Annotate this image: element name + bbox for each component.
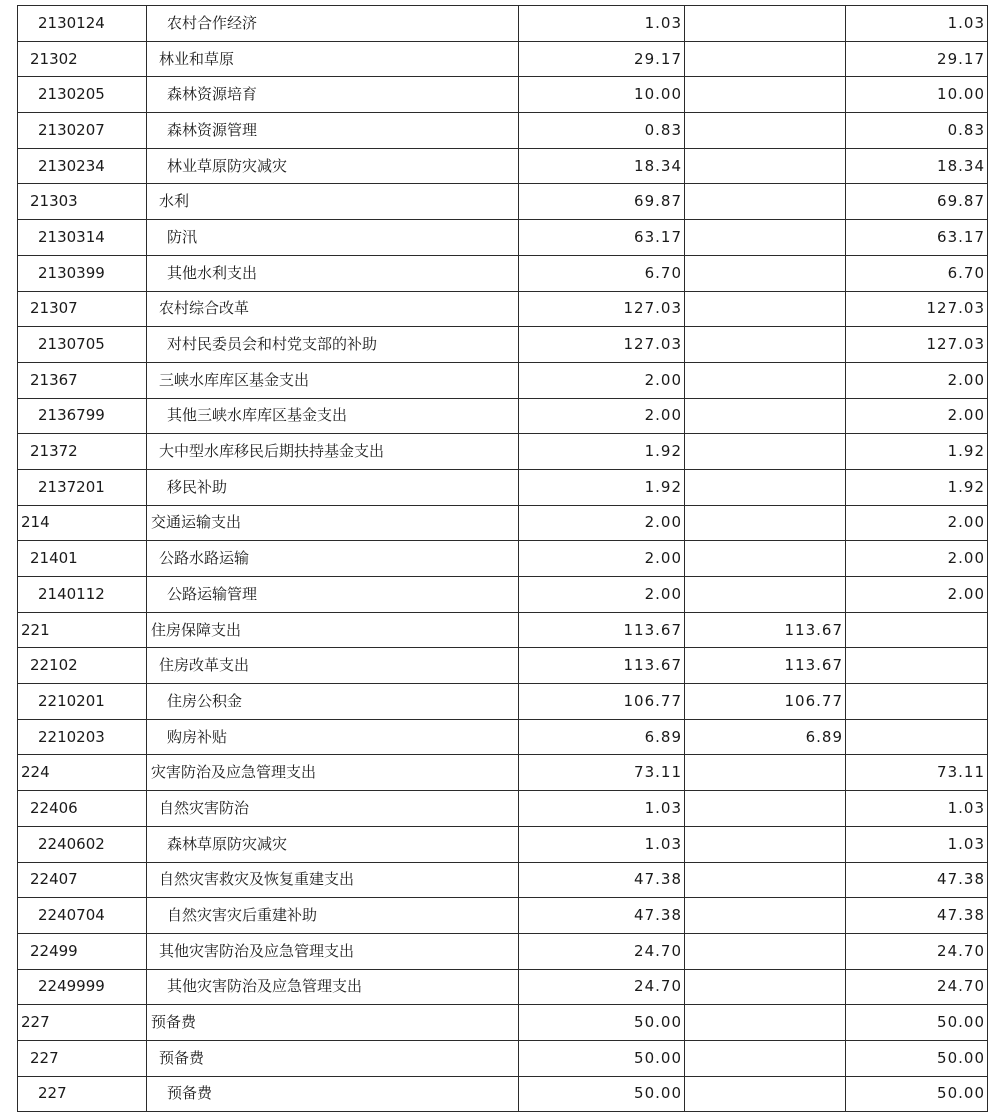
subject-code-cell: 221 xyxy=(18,612,147,648)
total-cell: 29.17 xyxy=(519,41,685,77)
project-expenditure-cell: 2.00 xyxy=(846,398,988,434)
table-row xyxy=(18,648,988,684)
project-expenditure-cell xyxy=(846,648,988,684)
project-expenditure-cell: 24.70 xyxy=(846,969,988,1005)
table-row xyxy=(18,6,988,42)
total-cell: 24.70 xyxy=(519,933,685,969)
total-cell: 1.03 xyxy=(519,826,685,862)
subject-code-cell: 2130705 xyxy=(18,327,147,363)
subject-code-cell: 224 xyxy=(18,755,147,791)
total-cell: 6.70 xyxy=(519,255,685,291)
total-cell: 1.92 xyxy=(519,469,685,505)
basic-expenditure-cell xyxy=(685,469,846,505)
expenditure-table-body xyxy=(18,6,988,1112)
subject-code-cell: 227 xyxy=(18,1076,147,1112)
subject-code-cell: 21302 xyxy=(18,41,147,77)
total-cell: 2.00 xyxy=(519,577,685,613)
basic-expenditure-cell: 6.89 xyxy=(685,719,846,755)
table-row xyxy=(18,791,988,827)
project-expenditure-cell: 73.11 xyxy=(846,755,988,791)
subject-name-cell: 大中型水库移民后期扶持基金支出 xyxy=(147,434,519,470)
table-row xyxy=(18,719,988,755)
table-row xyxy=(18,434,988,470)
total-cell: 2.00 xyxy=(519,398,685,434)
table-row xyxy=(18,1005,988,1041)
table-row xyxy=(18,1076,988,1112)
project-expenditure-cell: 18.34 xyxy=(846,148,988,184)
total-cell: 18.34 xyxy=(519,148,685,184)
project-expenditure-cell xyxy=(846,612,988,648)
basic-expenditure-cell xyxy=(685,933,846,969)
project-expenditure-cell: 2.00 xyxy=(846,577,988,613)
subject-name-cell: 移民补助 xyxy=(147,469,519,505)
subject-code-cell: 214 xyxy=(18,505,147,541)
subject-code-cell: 227 xyxy=(18,1040,147,1076)
project-expenditure-cell: 1.92 xyxy=(846,434,988,470)
subject-code-cell: 21367 xyxy=(18,362,147,398)
basic-expenditure-cell xyxy=(685,826,846,862)
subject-name-cell: 森林资源培育 xyxy=(147,77,519,113)
basic-expenditure-cell: 106.77 xyxy=(685,684,846,720)
project-expenditure-cell: 50.00 xyxy=(846,1040,988,1076)
project-expenditure-cell: 1.03 xyxy=(846,6,988,42)
project-expenditure-cell: 127.03 xyxy=(846,327,988,363)
basic-expenditure-cell xyxy=(685,398,846,434)
subject-code-cell: 2130234 xyxy=(18,148,147,184)
subject-code-cell: 2210201 xyxy=(18,684,147,720)
table-row xyxy=(18,362,988,398)
table-row xyxy=(18,826,988,862)
subject-name-cell: 交通运输支出 xyxy=(147,505,519,541)
subject-code-cell: 2130314 xyxy=(18,220,147,256)
basic-expenditure-cell xyxy=(685,541,846,577)
table-row xyxy=(18,220,988,256)
table-row xyxy=(18,969,988,1005)
basic-expenditure-cell xyxy=(685,77,846,113)
subject-code-cell: 2249999 xyxy=(18,969,147,1005)
subject-name-cell: 其他灾害防治及应急管理支出 xyxy=(147,933,519,969)
project-expenditure-cell: 50.00 xyxy=(846,1076,988,1112)
subject-name-cell: 森林草原防灾减灾 xyxy=(147,826,519,862)
subject-name-cell: 林业草原防灾减灾 xyxy=(147,148,519,184)
table-row xyxy=(18,398,988,434)
basic-expenditure-cell xyxy=(685,791,846,827)
table-row xyxy=(18,77,988,113)
basic-expenditure-cell xyxy=(685,1040,846,1076)
project-expenditure-cell: 47.38 xyxy=(846,898,988,934)
project-expenditure-cell: 63.17 xyxy=(846,220,988,256)
total-cell: 6.89 xyxy=(519,719,685,755)
table-row xyxy=(18,1040,988,1076)
total-cell: 113.67 xyxy=(519,612,685,648)
subject-name-cell: 其他三峡水库库区基金支出 xyxy=(147,398,519,434)
subject-name-cell: 预备费 xyxy=(147,1076,519,1112)
table-row xyxy=(18,898,988,934)
basic-expenditure-cell xyxy=(685,755,846,791)
subject-name-cell: 自然灾害防治 xyxy=(147,791,519,827)
total-cell: 2.00 xyxy=(519,505,685,541)
subject-name-cell: 预备费 xyxy=(147,1040,519,1076)
subject-name-cell: 住房保障支出 xyxy=(147,612,519,648)
table-row xyxy=(18,933,988,969)
total-cell: 24.70 xyxy=(519,969,685,1005)
basic-expenditure-cell xyxy=(685,434,846,470)
table-row xyxy=(18,612,988,648)
project-expenditure-cell: 6.70 xyxy=(846,255,988,291)
subject-code-cell: 22499 xyxy=(18,933,147,969)
basic-expenditure-cell xyxy=(685,41,846,77)
basic-expenditure-cell xyxy=(685,220,846,256)
project-expenditure-cell: 1.92 xyxy=(846,469,988,505)
basic-expenditure-cell xyxy=(685,291,846,327)
subject-name-cell: 公路运输管理 xyxy=(147,577,519,613)
subject-code-cell: 21401 xyxy=(18,541,147,577)
subject-code-cell: 21307 xyxy=(18,291,147,327)
basic-expenditure-cell xyxy=(685,1005,846,1041)
basic-expenditure-cell xyxy=(685,1076,846,1112)
basic-expenditure-cell xyxy=(685,184,846,220)
basic-expenditure-cell: 113.67 xyxy=(685,648,846,684)
table-row xyxy=(18,148,988,184)
total-cell: 1.03 xyxy=(519,6,685,42)
total-cell: 2.00 xyxy=(519,362,685,398)
table-row xyxy=(18,41,988,77)
basic-expenditure-cell xyxy=(685,327,846,363)
table-row xyxy=(18,327,988,363)
total-cell: 127.03 xyxy=(519,327,685,363)
basic-expenditure-cell xyxy=(685,577,846,613)
subject-name-cell: 购房补贴 xyxy=(147,719,519,755)
subject-name-cell: 住房公积金 xyxy=(147,684,519,720)
subject-code-cell: 2240704 xyxy=(18,898,147,934)
subject-code-cell: 22406 xyxy=(18,791,147,827)
subject-name-cell: 灾害防治及应急管理支出 xyxy=(147,755,519,791)
project-expenditure-cell: 1.03 xyxy=(846,826,988,862)
subject-code-cell: 2136799 xyxy=(18,398,147,434)
total-cell: 63.17 xyxy=(519,220,685,256)
project-expenditure-cell: 10.00 xyxy=(846,77,988,113)
subject-code-cell: 2130205 xyxy=(18,77,147,113)
subject-code-cell: 22102 xyxy=(18,648,147,684)
total-cell: 73.11 xyxy=(519,755,685,791)
table-row xyxy=(18,184,988,220)
table-row xyxy=(18,755,988,791)
basic-expenditure-cell xyxy=(685,898,846,934)
total-cell: 50.00 xyxy=(519,1040,685,1076)
total-cell: 0.83 xyxy=(519,113,685,149)
basic-expenditure-cell: 113.67 xyxy=(685,612,846,648)
subject-code-cell: 2130207 xyxy=(18,113,147,149)
subject-name-cell: 防汛 xyxy=(147,220,519,256)
table-row xyxy=(18,541,988,577)
total-cell: 69.87 xyxy=(519,184,685,220)
basic-expenditure-cell xyxy=(685,505,846,541)
basic-expenditure-cell xyxy=(685,362,846,398)
subject-name-cell: 预备费 xyxy=(147,1005,519,1041)
project-expenditure-cell: 1.03 xyxy=(846,791,988,827)
project-expenditure-cell: 24.70 xyxy=(846,933,988,969)
total-cell: 106.77 xyxy=(519,684,685,720)
project-expenditure-cell: 127.03 xyxy=(846,291,988,327)
table-row xyxy=(18,113,988,149)
basic-expenditure-cell xyxy=(685,113,846,149)
project-expenditure-cell: 50.00 xyxy=(846,1005,988,1041)
total-cell: 10.00 xyxy=(519,77,685,113)
total-cell: 50.00 xyxy=(519,1076,685,1112)
total-cell: 127.03 xyxy=(519,291,685,327)
table-row xyxy=(18,577,988,613)
subject-code-cell: 2210203 xyxy=(18,719,147,755)
subject-name-cell: 住房改革支出 xyxy=(147,648,519,684)
subject-name-cell: 公路水路运输 xyxy=(147,541,519,577)
project-expenditure-cell: 2.00 xyxy=(846,541,988,577)
project-expenditure-cell xyxy=(846,719,988,755)
project-expenditure-cell: 2.00 xyxy=(846,362,988,398)
subject-code-cell: 21372 xyxy=(18,434,147,470)
table-row xyxy=(18,255,988,291)
total-cell: 50.00 xyxy=(519,1005,685,1041)
subject-code-cell: 21303 xyxy=(18,184,147,220)
subject-code-cell: 22407 xyxy=(18,862,147,898)
subject-name-cell: 森林资源管理 xyxy=(147,113,519,149)
table-row xyxy=(18,291,988,327)
subject-code-cell: 2137201 xyxy=(18,469,147,505)
subject-code-cell: 2240602 xyxy=(18,826,147,862)
subject-name-cell: 自然灾害灾后重建补助 xyxy=(147,898,519,934)
table-row xyxy=(18,469,988,505)
project-expenditure-cell: 69.87 xyxy=(846,184,988,220)
subject-code-cell: 2130124 xyxy=(18,6,147,42)
subject-name-cell: 对村民委员会和村党支部的补助 xyxy=(147,327,519,363)
subject-name-cell: 水利 xyxy=(147,184,519,220)
project-expenditure-cell: 0.83 xyxy=(846,113,988,149)
subject-code-cell: 2140112 xyxy=(18,577,147,613)
total-cell: 2.00 xyxy=(519,541,685,577)
basic-expenditure-cell xyxy=(685,6,846,42)
basic-expenditure-cell xyxy=(685,862,846,898)
total-cell: 113.67 xyxy=(519,648,685,684)
table-row xyxy=(18,862,988,898)
total-cell: 47.38 xyxy=(519,862,685,898)
subject-code-cell: 227 xyxy=(18,1005,147,1041)
project-expenditure-cell xyxy=(846,684,988,720)
subject-name-cell: 农村合作经济 xyxy=(147,6,519,42)
table-row xyxy=(18,684,988,720)
total-cell: 47.38 xyxy=(519,898,685,934)
project-expenditure-cell: 29.17 xyxy=(846,41,988,77)
total-cell: 1.03 xyxy=(519,791,685,827)
subject-name-cell: 自然灾害救灾及恢复重建支出 xyxy=(147,862,519,898)
basic-expenditure-cell xyxy=(685,255,846,291)
project-expenditure-cell: 47.38 xyxy=(846,862,988,898)
subject-name-cell: 三峡水库库区基金支出 xyxy=(147,362,519,398)
subject-code-cell: 2130399 xyxy=(18,255,147,291)
expenditure-table xyxy=(17,5,988,1112)
project-expenditure-cell: 2.00 xyxy=(846,505,988,541)
basic-expenditure-cell xyxy=(685,969,846,1005)
subject-name-cell: 其他水利支出 xyxy=(147,255,519,291)
subject-name-cell: 其他灾害防治及应急管理支出 xyxy=(147,969,519,1005)
basic-expenditure-cell xyxy=(685,148,846,184)
total-cell: 1.92 xyxy=(519,434,685,470)
table-row xyxy=(18,505,988,541)
subject-name-cell: 林业和草原 xyxy=(147,41,519,77)
subject-name-cell: 农村综合改革 xyxy=(147,291,519,327)
